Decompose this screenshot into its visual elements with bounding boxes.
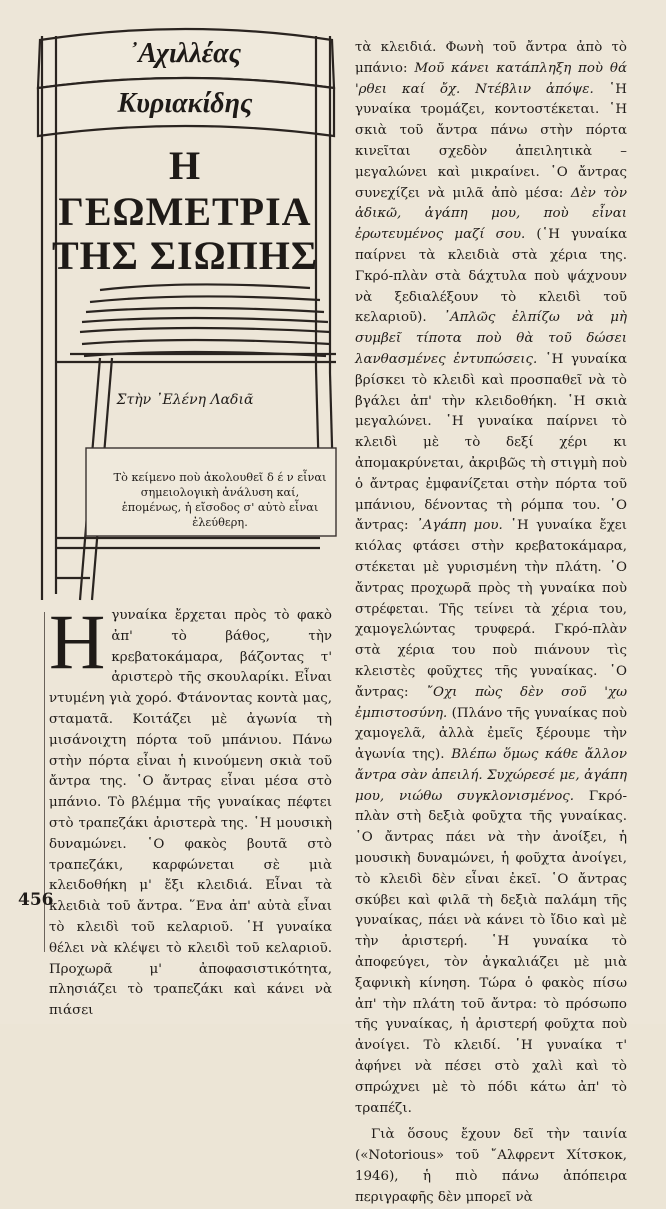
text-span: τὰ κλειδιά. Φωνὴ τοῦ ἄντρα ἀπὸ τὸ μπάνιο: — [355, 40, 627, 76]
text-span: ῾Η γυναίκα τρομάζει, κοντοστέκεται. ῾Η σκιὰ τοῦ ἄντρα πάνω στὴν πόρτα κινεῖται σχεδὸν ἀπειλητικὰ – μεγαλώνει καὶ μικραίνει. ῾Ο ἄντρας συνεχίζει νὰ μιλᾶ ἀπὸ μέσα: — [355, 81, 627, 201]
right-paragraph-2: Γιὰ ὅσους ἔχουν δεῖ τὴν ταινία («Notorious» τοῦ ῎Αλφρεντ Χίτσκοκ, 1946), ἡ πιὸ πάνω ἀπόπειρα περιγραφῆς δὲν μπορεῖ νὰ — [355, 1127, 627, 1205]
italic-span: ᾿Απλῶς ἐλπίζω νὰ μὴ συμβεῖ τίποτα ποὺ θὰ τοῦ δώσει λανθασμένες ἐντυπώσεις. — [355, 310, 627, 367]
book-title-line-3: ΤΗΣ ΣΙΩΠΗΣ — [51, 233, 319, 278]
right-column — [355, 38, 627, 1209]
page-number: 456 — [18, 890, 54, 910]
italic-span: ᾿Αγάπη μου. — [415, 518, 503, 534]
dedication: Στὴν ᾿Ελένη Λαδιᾶ — [116, 392, 254, 408]
italic-span: ῎Οχι πὼς δὲν σοῦ 'χω ἐμπιστοσύνη. — [355, 684, 627, 721]
left-column — [49, 598, 332, 1022]
text-span: ῾Η γυναίκα βρίσκει τὸ κλειδὶ καὶ προσπαθεῖ νὰ τὸ βγάλει ἀπ' τὴν κλειδοθήκη. ῾Η σκιὰ μεγαλώνει. ῾Η γυναίκα παίρνει τὸ κλειδὶ μὲ τὸ δεξί χέρι κι ἀπομακρύνεται, ἀκριβῶς τὴ στιγμὴ ποὺ ὁ ἄντρας ἐμφανίζεται στὴν πόρτα τοῦ μπάνιου, δένοντας τὴ ρόμπα του. ῾Ο ἄντρας: — [355, 351, 627, 534]
intro-note: Τὸ κείμενο ποὺ ἀκολουθεῖ δ έ ν εἶναι σημειολογικὴ ἀνάλυση καί, ἑπομένως, ἡ εἴσοδος σ' αὐτὸ εἶναι ἐλεύθερη. — [113, 471, 327, 529]
left-paragraph: γυναίκα ἔρχεται πρὸς τὸ φακὸ ἀπ' τὸ βάθος, τὴν κρεβατοκάμαρα, βάζοντας τ' ἀριστερὸ τῆς σκουλαρίκι. Εἶναι ντυμένη γιὰ χορό. Φτάνοντας κοντὰ μας, σταματᾶ. Κοιτάζει μὲ ἀγωνία τὴ μισάνοιχτη πόρτα τοῦ μπάνιου. Πάνω στὴν πόρτα εἶναι ἡ κινούμενη σκιὰ τοῦ ἄντρα της. ῾Ο ἄντρας εἶναι μέσα στὸ μπάνιο. Τὸ βλέμμα τῆς γυναίκας πέφτει στὸ τραπεζάκι ἀριστερὰ της. ῾Η μουσικὴ δυναμώνει. ῾Ο φακὸς βουτᾶ στὸ τραπεζάκι, καρφώνεται σὲ μιὰ κλειδοθήκη μ' ἔξι κλειδιά. Εἶναι τὰ κλειδιὰ τοῦ ἄντρα. ῞Ενα ἀπ' αὐτὰ εἶναι τὸ κλειδὶ τοῦ κελαριοῦ. ῾Η γυναίκα θέλει νὰ κλέψει τὸ κλειδὶ τοῦ κελαριοῦ. Προχωρᾶ μ' ἀποφασιστικότητα, πλησιάζει τὸ τραπεζάκι καὶ κάνει νὰ πιάσει — [49, 608, 332, 1019]
author-first-name: ᾿Αχιλλέας — [128, 38, 242, 69]
author-last-name: Κυριακίδης — [117, 88, 253, 119]
book-title-line-2: ΓΕΩΜΕΤΡΙΑ — [58, 189, 312, 234]
drop-cap: Η — [49, 598, 106, 685]
text-span: Γκρό-πλὰν στὴ δεξιὰ φοῦχτα τῆς γυναίκας. ῾Ο ἄντρας πάει νὰ τὴν ἀνοίξει, ἡ μουσικὴ δυναμώνει, ἡ φοῦχτα ἀνοίγει, τὸ κλειδὶ δὲν εἶναι ἐκεῖ. ῾Ο ἄντρας σκύβει καὶ φιλᾶ τὴ δεξιὰ παλάμη τῆς γυναίκας, πάει νὰ κάνει τὸ ἴδιο καὶ μὲ τὴν ἀριστερή. ῾Η γυναίκα τὸ ἀποφεύγει, τὸν ἀγκαλιάζει μὲ μιὰ ξαφνικὴ κίνηση. Τώρα ὁ φακὸς πίσω ἀπ' τὴν πλάτη τοῦ ἄντρα: τὸ πρόσωπο τῆς γυναίκας, ἡ ἀριστερή φοῦχτα ποὺ ἀνοίγει. Τὸ κλειδί. ῾Η γυναίκα τ' ἀφήνει νὰ πέσει στὸ χαλὶ καὶ τὸ σπρώχνει μὲ τὸ πόδι κάτω ἀπ' τὸ τραπέζι. — [355, 788, 627, 1116]
text-span: ῾Η γυναίκα ἔχει κιόλας φτάσει στὴν κρεβατοκάμαρα, στέκεται μὲ γυρισμένη τὴν πλάτη. ῾Ο ἄντρας προχωρᾶ πρὸς τὴ γυναίκα ποὺ στρέφεται. Τῆς τείνει τὰ χέρια του, χαμογελώντας τρυφερά. Γκρό-πλὰν στὰ χέρια του ποὺ πιάνουν τὶς κλειστὲς φοῦχτες τῆς γυναίκας. ῾Ο ἄντρας: — [355, 518, 627, 700]
right-paragraph-1 — [355, 38, 627, 1119]
italic-span: Δὲν τὸν ἀδικῶ, ἀγάπη μου, ποὺ εἶναι ἐρωτευμένος μαζί σου. — [355, 185, 627, 243]
italic-span: Μοῦ κάνει κατάπληξη ποὺ θά 'ρθει καί ὄχ. Ντέβλιν ἀπόψε. — [355, 60, 627, 97]
italic-span: Βλέπω ὅμως κάθε ἄλλον ἄντρα σὰν ἀπειλή. Συχώρεσέ με, ἀγάπη μου, νιώθω συγκλονισμένος. — [355, 747, 627, 804]
text-span: (῾Η γυναίκα παίρνει τὰ κλειδιὰ στὰ χέρια της. Γκρό-πλὰν στὰ δάχτυλα ποὺ ψάχνουν νὰ ξεδιαλέξουν τὸ κλειδὶ τοῦ κελαριοῦ). — [355, 227, 627, 326]
text-span: (Πλάνο τῆς γυναίκας ποὺ χαμογελᾶ, ἀλλὰ ἐμεῖς ξέρουμε τὴν ἀγωνία της). — [355, 705, 627, 763]
book-title-line-1: Η — [168, 143, 202, 188]
chair-illustration — [20, 18, 350, 603]
